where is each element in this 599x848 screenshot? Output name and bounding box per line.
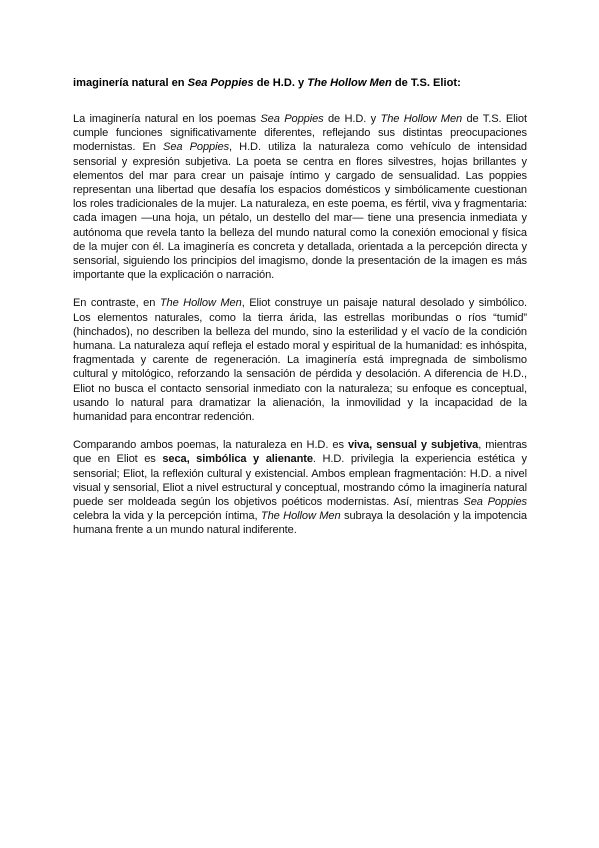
text-segment: The Hollow Men (260, 510, 341, 523)
title-segment: imaginería natural en (73, 77, 188, 89)
document-page (73, 76, 527, 538)
title-segment: The Hollow Men (307, 77, 392, 89)
text-segment: de T.S. Eliot cumple funciones significativamente diferentes, reflejando sus distintas preocupaciones modernistas. En (73, 113, 527, 154)
text-segment: , H.D. utiliza la naturaleza como vehículo de intensidad sensorial y expresión subjetiva. La poeta se centra en flores silvestres, hojas brillantes y elementos del mar para crear un paisaje íntimo y cargado de sensualidad. Las poppies representan una libertad que desafía los espacios domésticos y simbólicamente cuestionan los roles tradicionales de la mujer. La naturaleza, en este poema, es fértil, viva y fragmentaria: cada imagen —una hoja, un pétalo, un destello del mar— tiene una presencia inmediata y autónoma que revela tanto la belleza del mundo natural como la conexión emocional y física de la mujer con él. La imaginería es concreta y detallada, orientada a la percepción directa y sensorial, siguiendo los principios del imagismo, donde la presentación de la imagen es más importante que la explicación o narración. (73, 141, 527, 282)
text-segment: La imaginería natural en los poemas (73, 113, 261, 125)
paragraph-2 (73, 296, 527, 424)
text-segment: Sea Poppies (463, 496, 528, 509)
text-segment: celebra la vida y la percepción íntima, (73, 510, 261, 523)
text-segment: de H.D. y (323, 113, 381, 125)
paragraph-1 (73, 112, 527, 282)
text-segment: Sea Poppies (260, 113, 324, 125)
text-segment: seca, simbólica y alienante (162, 453, 313, 466)
text-segment: viva, sensual y subjetiva (347, 439, 479, 452)
text-segment: Sea Poppies (163, 141, 230, 154)
text-segment: Comparando ambos poemas, la naturaleza en H.D. es (73, 439, 348, 452)
text-segment: subraya la desolación y la impotencia humana frente a un mundo natural indiferente. (73, 510, 527, 537)
document-title (73, 76, 527, 90)
title-segment: Sea Poppies (187, 77, 254, 89)
text-segment: . H.D. privilegia la experiencia estética y sensorial; Eliot, la reflexión cultural y existencial. Ambos emplean fragmentación: H.D. a nivel visual y sensorial, Eliot a nivel estructural y conceptual, mostrando cómo la imaginería natural puede ser moldeada según los objetivos poéticos modernistas. Así, mientras (73, 453, 527, 509)
text-segment: The Hollow Men (159, 297, 242, 310)
title-segment: de H.D. y (253, 77, 308, 89)
paragraph-3 (73, 438, 527, 537)
text-segment: En contraste, en (73, 297, 160, 310)
text-segment: , mientras que en Eliot es (73, 439, 527, 466)
text-segment: , Eliot construye un paisaje natural desolado y simbólico. Los elementos naturales, como la tierra árida, las estrellas moribundas o ríos “tumid” (hinchados), no describen la belleza del mundo, sino la esterilidad y el vacío de la condición humana. La naturaleza aquí refleja el estado moral y espiritual de la humanidad: es inhóspita, fragmentada y carente de regeneración. La imaginería está impregnada de simbolismo cultural y mitológico, reforzando la sensación de pérdida y desolación. A diferencia de H.D., Eliot no busca el contacto sensorial inmediato con la naturaleza; su enfoque es conceptual, usando lo natural para dramatizar la alienación, la inmovilidad y la incapacidad de la humanidad para encontrar redención. (73, 297, 528, 424)
text-segment: The Hollow Men (380, 113, 463, 125)
title-segment: de T.S. Eliot: (391, 77, 461, 89)
